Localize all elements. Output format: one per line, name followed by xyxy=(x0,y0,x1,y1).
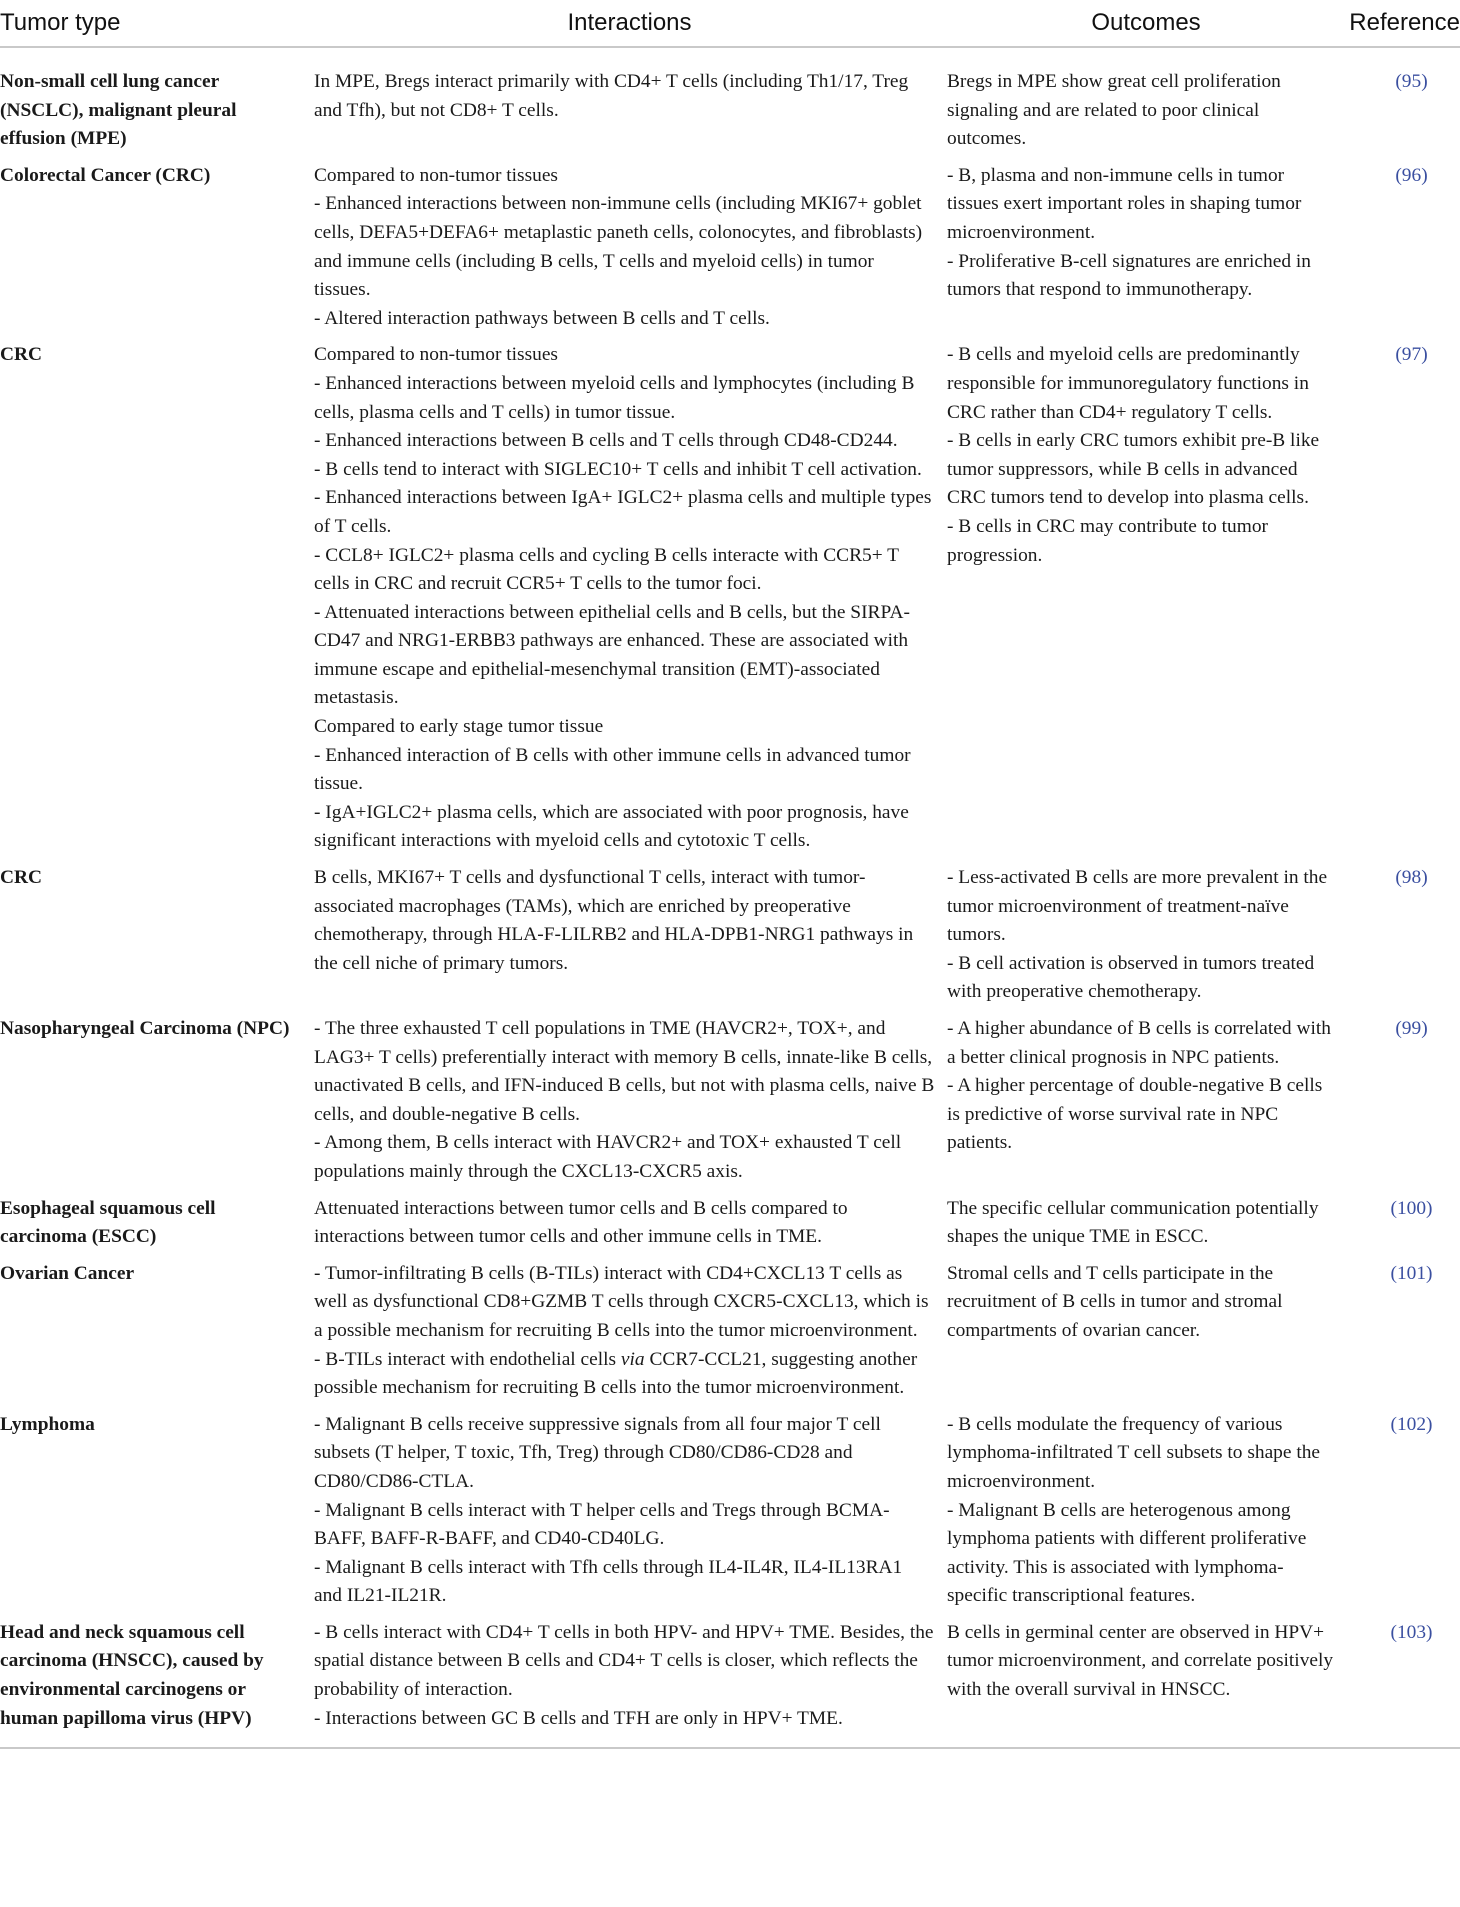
tumor-type-cell xyxy=(0,154,312,334)
table-row xyxy=(0,1403,1460,1611)
outcome-line: Stromal cells and T cells participate in the recruitment of B cells in tumor and stromal compartments of ovarian cancer. xyxy=(947,1262,1283,1341)
interaction-line: Compared to non-tumor tissues xyxy=(314,344,558,366)
outcomes-cell xyxy=(947,856,1345,1007)
tumor-type-cell xyxy=(0,856,312,1007)
interaction-line: - Enhanced interactions between myeloid cells and lymphocytes (including B cells, plasma cells and T cells) in tumor tissue. xyxy=(314,372,915,423)
interaction-line: - The three exhausted T cell populations in TME (HAVCR2+, TOX+, and LAG3+ T cells) preferentially interact with memory B cells, innate-like B cells, unactivated B cells, and IFN-induced B cells, but not with plasma cells, naive B cells, and double-negative B cells. xyxy=(314,1018,935,1125)
table-body xyxy=(0,47,1460,1748)
interaction-line: - Malignant B cells receive suppressive signals from all four major T cell subsets (T helper, T toxic, Tfh, Treg) through CD80/CD86-CD28 and CD80/CD86-CTLA. xyxy=(314,1413,881,1492)
interaction-line: - Among them, B cells interact with HAVCR2+ and TOX+ exhausted T cell populations mainly through the CXCL13-CXCR5 axis. xyxy=(314,1132,902,1182)
outcome-line: Bregs in MPE show great cell proliferation signaling and are related to poor clinical outcomes. xyxy=(947,71,1281,150)
reference-link[interactable]: (103) xyxy=(1390,1621,1433,1643)
interaction-line: - Enhanced interactions between IgA+ IGLC2+ plasma cells and multiple types of T cells. xyxy=(314,487,932,537)
interactions-cell xyxy=(312,47,947,154)
reference-link[interactable]: (98) xyxy=(1395,867,1428,889)
reference-link[interactable]: (102) xyxy=(1390,1413,1433,1435)
interactions-cell xyxy=(312,1252,947,1403)
header-row xyxy=(0,0,1460,47)
interaction-line: - IgA+IGLC2+ plasma cells, which are associated with poor prognosis, have significant interactions with myeloid cells and cytotoxic T cells. xyxy=(314,801,909,852)
interaction-line: - Attenuated interactions between epithelial cells and B cells, but the SIRPA-CD47 and NRG1-ERBB3 pathways are enhanced. These are associated with immune escape and epithelial-mesenchymal transition (EMT)-associated metastasis. xyxy=(314,601,910,709)
tumor-type-cell xyxy=(0,1611,312,1748)
reference-link[interactable]: (95) xyxy=(1395,71,1428,92)
tumor-type-text: Lymphoma xyxy=(0,1413,95,1435)
outcome-line: - Malignant B cells are heterogenous among lymphoma patients with different proliferative activity. This is associated with lymphoma-specific transcriptional features. xyxy=(947,1499,1307,1607)
tumor-type-text: Colorectal Cancer (CRC) xyxy=(0,164,211,186)
outcome-line: - B, plasma and non-immune cells in tumor tissues exert important roles in shaping tumor microenvironment. xyxy=(947,164,1302,243)
reference-cell xyxy=(1345,1252,1460,1403)
header-interactions: Interactions xyxy=(312,0,947,47)
reference-cell xyxy=(1345,333,1460,856)
interaction-line: - Altered interaction pathways between B cells and T cells. xyxy=(314,307,770,329)
interaction-line: Attenuated interactions between tumor cells and B cells compared to interactions between tumor cells and other immune cells in TME. xyxy=(314,1197,848,1248)
reference-cell xyxy=(1345,1187,1460,1252)
outcome-line: - Proliferative B-cell signatures are enriched in tumors that respond to immunotherapy. xyxy=(947,250,1311,301)
outcome-line: - Less-activated B cells are more prevalent in the tumor microenvironment of treatment-naïve tumors. xyxy=(947,867,1328,946)
outcome-line: B cells in germinal center are observed in HPV+ tumor microenvironment, and correlate positively with the overall survival in HNSCC. xyxy=(947,1621,1334,1701)
reference-cell xyxy=(1345,47,1460,154)
reference-cell xyxy=(1345,154,1460,334)
tumor-type-cell xyxy=(0,1252,312,1403)
outcomes-cell xyxy=(947,154,1345,334)
interactions-cell xyxy=(312,1007,947,1187)
reference-link[interactable]: (100) xyxy=(1390,1197,1433,1219)
tumor-type-text: Head and neck squamous cell carcinoma (HNSCC), caused by environmental carcinogens or human papilloma virus (HPV) xyxy=(0,1621,264,1729)
interaction-line: Compared to non-tumor tissues xyxy=(314,164,558,186)
tumor-type-text: Non-small cell lung cancer (NSCLC), malignant pleural effusion (MPE) xyxy=(0,71,237,150)
tumor-type-text: Nasopharyngeal Carcinoma (NPC) xyxy=(0,1018,290,1039)
reference-cell xyxy=(1345,856,1460,1007)
outcomes-cell xyxy=(947,333,1345,856)
tumor-type-text: Esophageal squamous cell carcinoma (ESCC) xyxy=(0,1197,216,1248)
outcome-line: The specific cellular communication potentially shapes the unique TME in ESCC. xyxy=(947,1197,1319,1248)
reference-cell xyxy=(1345,1403,1460,1611)
tumor-type-cell xyxy=(0,1187,312,1252)
outcomes-cell xyxy=(947,1187,1345,1252)
table-row xyxy=(0,1187,1460,1252)
interaction-line: - CCL8+ IGLC2+ plasma cells and cycling B cells interacte with CCR5+ T cells in CRC and recruit CCR5+ T cells to the tumor foci. xyxy=(314,544,899,595)
interactions-cell xyxy=(312,1403,947,1611)
outcome-line: - B cells in early CRC tumors exhibit pre-B like tumor suppressors, while B cells in advanced CRC tumors tend to develop into plasma cells. xyxy=(947,430,1320,509)
reference-link[interactable]: (101) xyxy=(1390,1262,1433,1284)
tumor-type-cell xyxy=(0,1403,312,1611)
interactions-cell xyxy=(312,333,947,856)
interaction-line: - Enhanced interactions between B cells and T cells through CD48-CD244. xyxy=(314,430,898,452)
tumor-type-text: CRC xyxy=(0,344,43,366)
outcomes-cell xyxy=(947,1611,1345,1748)
outcomes-cell xyxy=(947,1403,1345,1611)
interaction-line: - B cells interact with CD4+ T cells in both HPV- and HPV+ TME. Besides, the spatial distance between B cells and CD4+ T cells is closer, which reflects the probability of interaction. xyxy=(314,1621,934,1701)
outcomes-cell xyxy=(947,47,1345,154)
outcome-line: - B cells modulate the frequency of various lymphoma-infiltrated T cell subsets to shape the microenvironment. xyxy=(947,1413,1321,1492)
interaction-line: - B-TILs interact with endothelial cells via CCR7-CCL21, suggesting another possible mechanism for recruiting B cells into the tumor microenvironment. xyxy=(314,1348,918,1399)
tumor-type-cell xyxy=(0,47,312,154)
reference-link[interactable]: (97) xyxy=(1395,344,1428,366)
table-row xyxy=(0,1252,1460,1403)
outcome-line: - A higher abundance of B cells is correlated with a better clinical prognosis in NPC patients. xyxy=(947,1018,1331,1068)
tumor-type-text: CRC xyxy=(0,867,43,889)
outcome-line: - B cells and myeloid cells are predominantly responsible for immunoregulatory functions in CRC rather than CD4+ regulatory T cells. xyxy=(947,344,1309,423)
interaction-line: - B cells tend to interact with SIGLEC10+ T cells and inhibit T cell activation. xyxy=(314,458,922,480)
table-row xyxy=(0,856,1460,1007)
interaction-line: - Enhanced interaction of B cells with other immune cells in advanced tumor tissue. xyxy=(314,744,911,795)
table-row xyxy=(0,1007,1460,1187)
reference-link[interactable]: (96) xyxy=(1395,164,1428,186)
interaction-line: B cells, MKI67+ T cells and dysfunctional T cells, interact with tumor-associated macrophages (TAMs), which are enriched by preoperative chemotherapy, through HLA-F-LILRB2 and HLA-DPB1-NRG1 pathways in the cell niche of primary tumors. xyxy=(314,867,914,974)
interactions-cell xyxy=(312,1187,947,1252)
table-row xyxy=(0,333,1460,856)
table-row xyxy=(0,154,1460,334)
tumor-type-cell xyxy=(0,1007,312,1187)
interaction-line: - Malignant B cells interact with Tfh cells through IL4-IL4R, IL4-IL13RA1 and IL21-IL21R. xyxy=(314,1556,903,1607)
interactions-cell xyxy=(312,1611,947,1748)
tumor-type-cell xyxy=(0,333,312,856)
reference-link[interactable]: (99) xyxy=(1395,1018,1428,1039)
interaction-line: - Interactions between GC B cells and TFH are only in HPV+ TME. xyxy=(314,1707,843,1729)
table-row xyxy=(0,1611,1460,1748)
outcome-line: - A higher percentage of double-negative B cells is predictive of worse survival rate in NPC patients. xyxy=(947,1075,1323,1154)
reference-cell xyxy=(1345,1611,1460,1748)
outcomes-cell xyxy=(947,1252,1345,1403)
interaction-line: Compared to early stage tumor tissue xyxy=(314,716,604,738)
outcome-line: - B cells in CRC may contribute to tumor progression. xyxy=(947,515,1268,566)
header-outcomes: Outcomes xyxy=(947,0,1345,47)
interaction-line: In MPE, Bregs interact primarily with CD4+ T cells (including Th1/17, Treg and Tfh), but not CD8+ T cells. xyxy=(314,71,909,121)
table-row xyxy=(0,47,1460,154)
outcomes-cell xyxy=(947,1007,1345,1187)
interaction-line: - Malignant B cells interact with T helper cells and Tregs through BCMA-BAFF, BAFF-R-BAFF, and CD40-CD40LG. xyxy=(314,1499,890,1550)
interaction-line: - Enhanced interactions between non-immune cells (including MKI67+ goblet cells, DEFA5+DEFA6+ metaplastic paneth cells, colonocytes, and fibroblasts) and immune cells (including B cells, T cells and myeloid cells) in tumor tissues. xyxy=(314,193,923,301)
interactions-cell xyxy=(312,154,947,334)
outcome-line: - B cell activation is observed in tumors treated with preoperative chemotherapy. xyxy=(947,952,1315,1003)
tumor-type-text: Ovarian Cancer xyxy=(0,1262,135,1284)
interactions-cell xyxy=(312,856,947,1007)
interaction-line: - Tumor-infiltrating B cells (B-TILs) interact with CD4+CXCL13 T cells as well as dysfunctional CD8+GZMB T cells through CXCR5-CXCL13, which is a possible mechanism for recruiting B cells into the tumor microenvironment. xyxy=(314,1262,929,1341)
reference-cell xyxy=(1345,1007,1460,1187)
header-tumor-type: Tumor type xyxy=(0,0,312,47)
header-reference: Reference xyxy=(1345,0,1460,47)
